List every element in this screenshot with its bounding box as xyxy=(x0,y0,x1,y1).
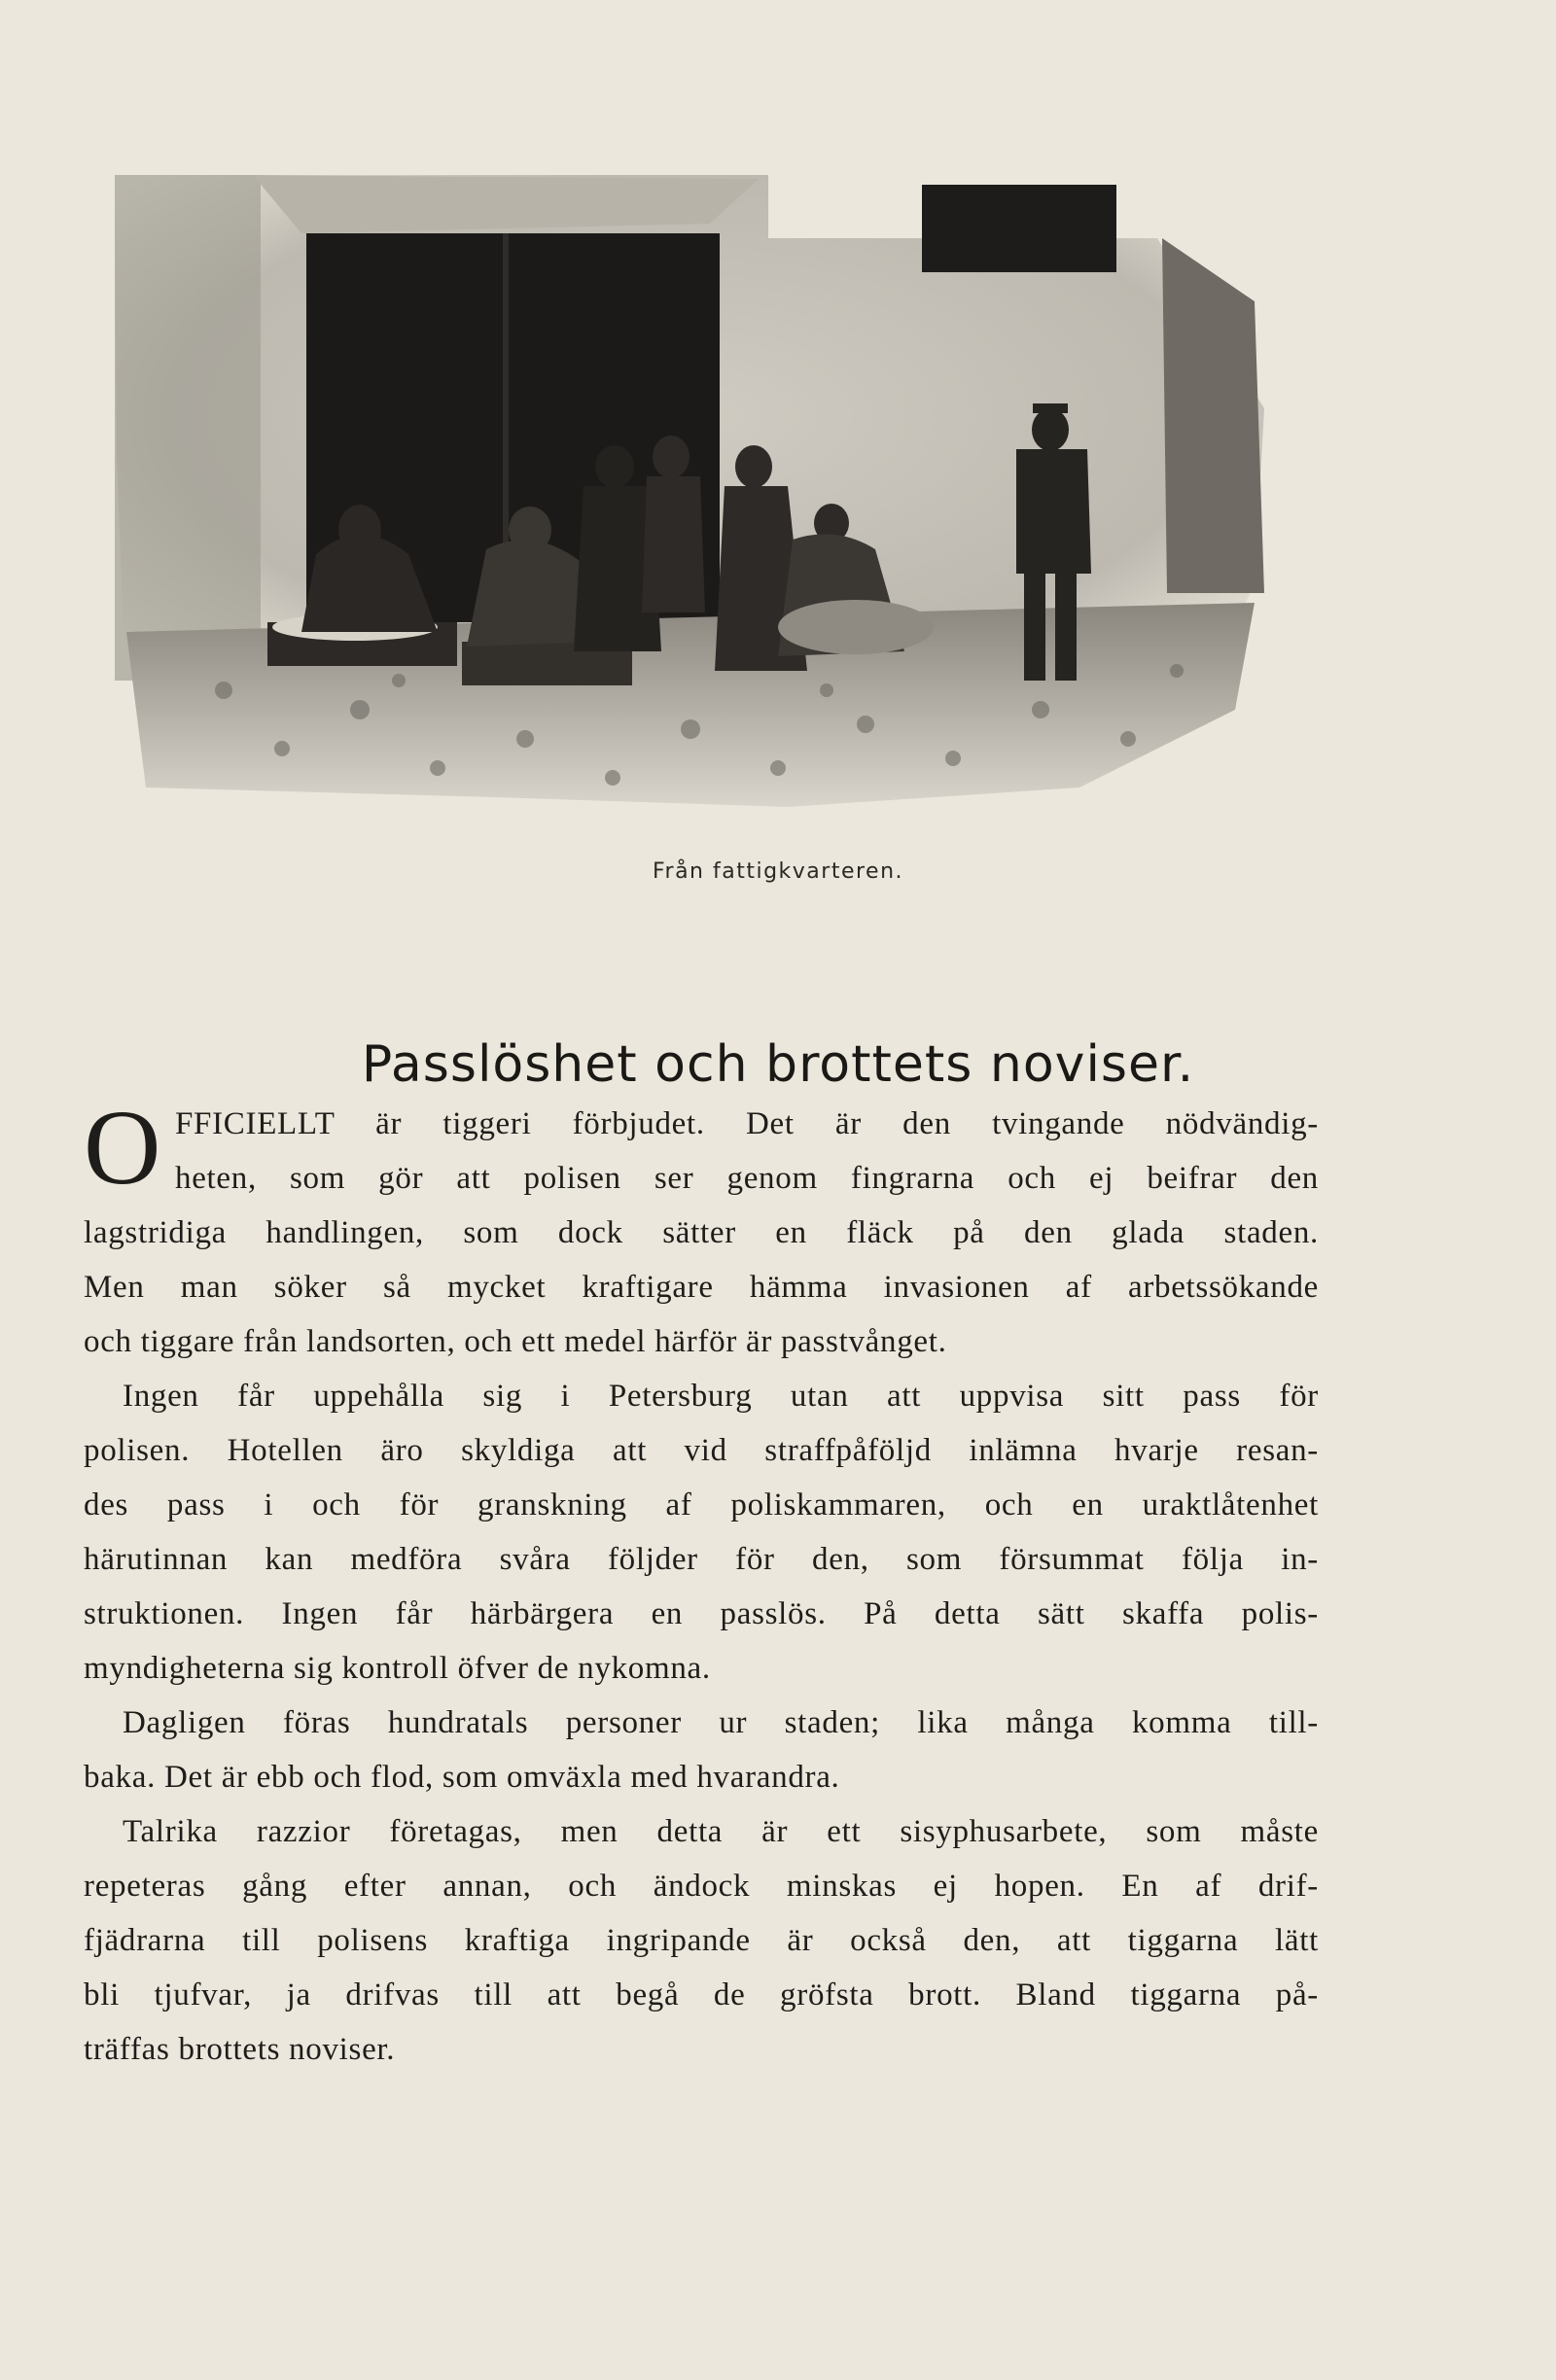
text-line: bli tjufvar, ja drifvas till att begå de gröfsta brott. Bland tiggarna på- xyxy=(84,1978,1319,2012)
text-line: polisen. Hotellen äro skyldiga att vid straffpåföljd inlämna hvarje resan- xyxy=(84,1433,1319,1468)
text-line: lagstridiga handlingen, som dock sätter en fläck på den glada staden. xyxy=(84,1215,1319,1250)
text-line: des pass i och för granskning af poliskammaren, och en uraktlåtenhet xyxy=(84,1488,1319,1522)
paragraph-1 xyxy=(84,1088,1319,1369)
paragraph-3 xyxy=(84,1696,1319,1804)
drop-cap: O xyxy=(84,1088,162,1207)
text-line: Ingen får uppehålla sig i Petersburg utan att uppvisa sitt pass för xyxy=(123,1379,1319,1414)
text-line: baka. Det är ebb och flod, som omväxla med hvarandra. xyxy=(84,1760,840,1795)
body-text xyxy=(84,1088,1319,2077)
chapter-title: Passlöshet och brottets noviser. xyxy=(361,1034,1195,1094)
wall-left xyxy=(115,175,261,681)
text-line: härutinnan kan medföra svåra följder för den, som försummat följa in- xyxy=(84,1542,1319,1577)
pillar xyxy=(1162,238,1264,593)
text-line: fjädrarna till polisens kraftiga ingripande är också den, att tiggarna lätt xyxy=(84,1923,1319,1958)
text-line: heten, som gör att polisen ser genom fingrarna och ej beifrar den xyxy=(175,1161,1319,1196)
figure-caption: Från fattigkvarteren. xyxy=(652,859,904,884)
paragraph-4 xyxy=(84,1804,1319,2077)
text-line: Talrika razzior företagas, men detta är ett sisyphusarbete, som måste xyxy=(123,1814,1319,1849)
photograph xyxy=(107,165,1274,846)
text-line: och tiggare från landsorten, och ett medel härför är passtvånget. xyxy=(84,1324,947,1359)
window xyxy=(922,185,1116,272)
photo-scene xyxy=(107,165,1274,846)
text-line: Dagligen föras hundratals personer ur staden; lika många komma till- xyxy=(123,1705,1319,1740)
bundle xyxy=(778,600,934,654)
paragraph-2 xyxy=(84,1369,1319,1696)
text-line: FFICIELLT är tiggeri förbjudet. Det är den tvingande nödvändig- xyxy=(175,1106,1319,1141)
text-line: myndigheterna sig kontroll öfver de nykomna. xyxy=(84,1651,711,1686)
text-line: Men man söker så mycket kraftigare hämma invasionen af arbetssökande xyxy=(84,1270,1319,1305)
text-line: träffas brottets noviser. xyxy=(84,2032,396,2067)
text-line: repeteras gång efter annan, och ändock minskas ej hopen. En af drif- xyxy=(84,1869,1319,1904)
text-line: struktionen. Ingen får härbärgera en passlös. På detta sätt skaffa polis- xyxy=(84,1596,1319,1631)
